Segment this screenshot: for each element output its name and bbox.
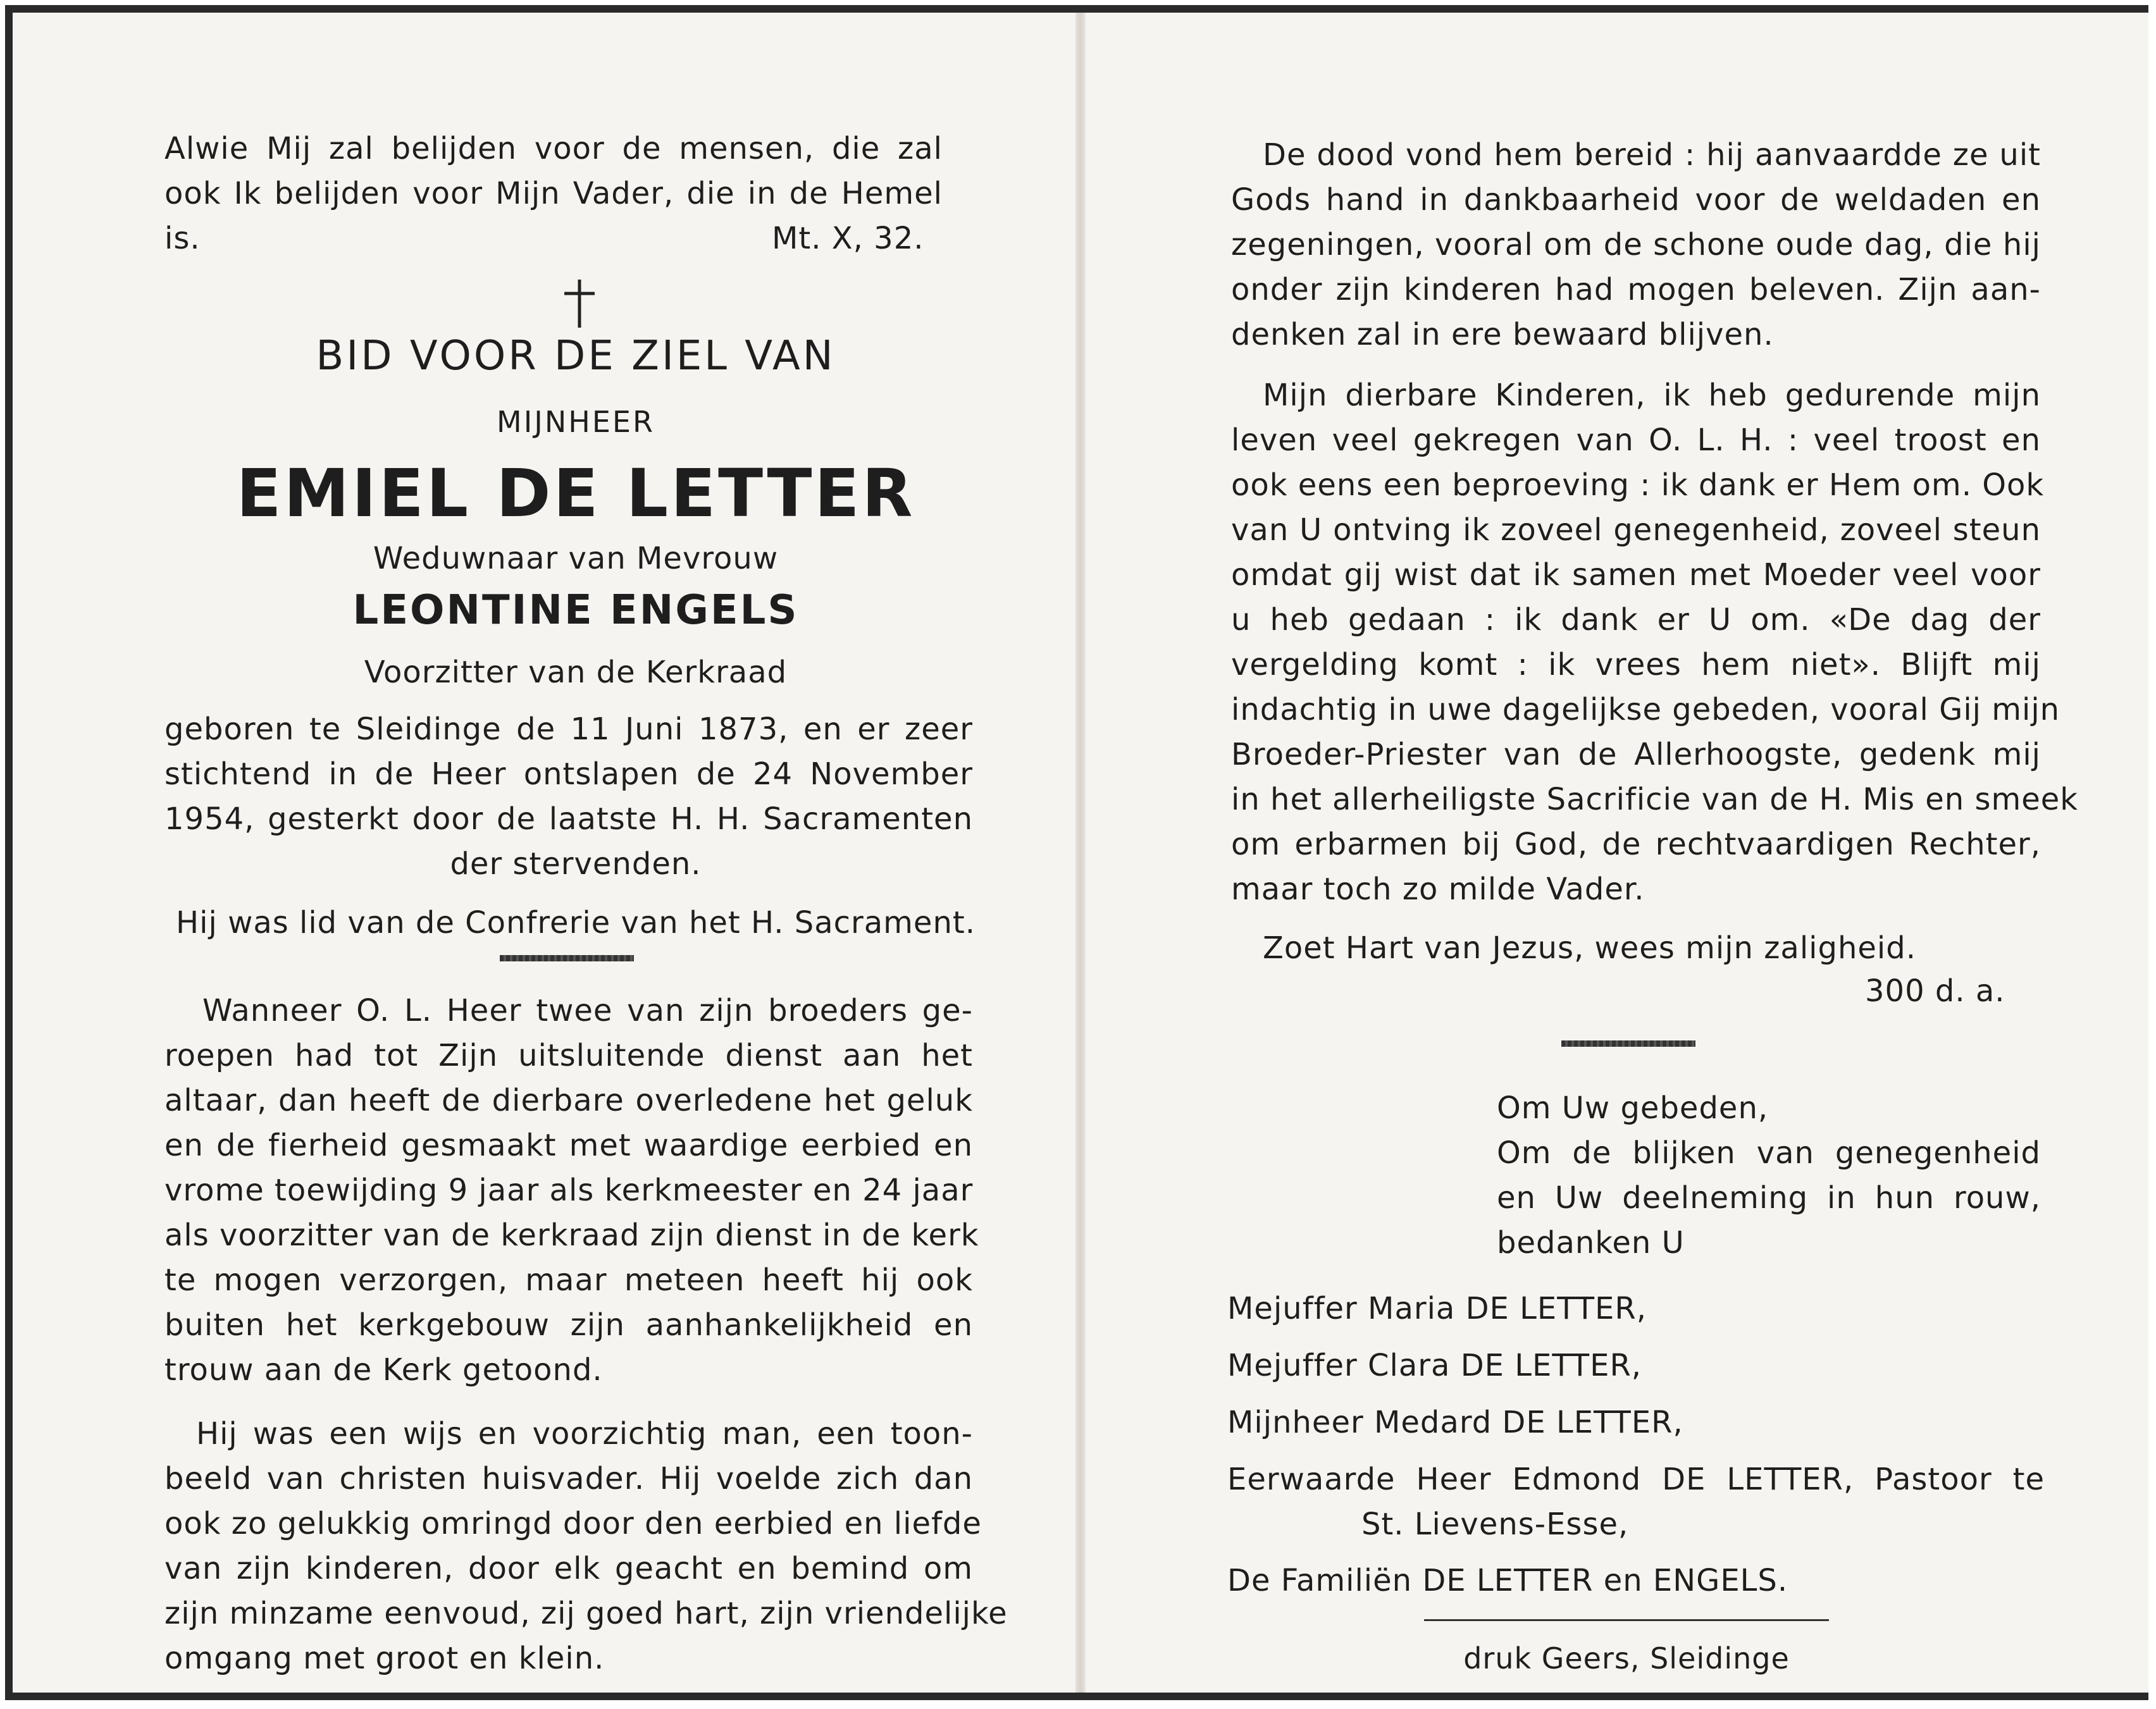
honorific: MIJNHEER [497, 405, 655, 439]
family-member: De Familiën DE LETTER en ENGELS. [1227, 1563, 1788, 1598]
indulgence: 300 d. a. [1865, 973, 2005, 1009]
thanks-line: Om Uw gebeden, [1497, 1090, 1769, 1126]
birth-line: stichtend in de Heer ontslapen de 24 November [164, 756, 973, 792]
card-fold [1075, 13, 1086, 1693]
paragraph-line: Broeder-Priester van de Allerhoogste, gedenk mij [1231, 737, 2041, 772]
printer: druk Geers, Sleidinge [1463, 1641, 1790, 1675]
quote-line: is. [164, 221, 201, 256]
divider [1424, 1619, 1829, 1621]
left-panel [13, 13, 1075, 1693]
thanks-line: en Uw deelneming in hun rouw, [1497, 1180, 2041, 1216]
divider [500, 955, 634, 961]
paragraph-line: denken zal in ere bewaard blijven. [1231, 317, 1774, 352]
paragraph-line: en de fierheid gesmaakt met waardige eerbied en [164, 1128, 973, 1163]
divider [1561, 1040, 1695, 1047]
paragraph-line: u heb gedaan : ik dank er U om. «De dag der [1231, 602, 2041, 638]
thanks-block [1497, 1131, 2041, 1221]
birth-line: geboren te Sleidinge de 11 Juni 1873, en er zeer [164, 712, 973, 747]
paragraph-line: roepen had tot Zijn uitsluitende dienst aan het [164, 1038, 973, 1073]
quote-reference: Mt. X, 32. [772, 221, 924, 256]
paragraph-line: van zijn kinderen, door elk geacht en bemind om [164, 1551, 973, 1586]
cross-icon [555, 278, 604, 329]
paragraph-line: Hij was een wijs en voorzichtig man, een toon- [196, 1416, 973, 1452]
spouse-name: LEONTINE ENGELS [352, 587, 799, 634]
paragraph-line: Mijn dierbare Kinderen, ik heb gedurende mijn [1263, 378, 2041, 413]
paragraph-line: indachtig in uwe dagelijkse gebeden, vooral Gij mijn [1231, 692, 2060, 727]
family-member-continuation: St. Lievens-Esse, [1361, 1507, 1629, 1542]
paragraph-line: omgang met groot en klein. [164, 1641, 605, 1676]
thanks-line: bedanken U [1497, 1225, 1685, 1261]
birth-line: 1954, gesterkt door de laatste H. H. Sacramenten [164, 801, 973, 837]
paragraph-right-2 [1231, 373, 2079, 912]
family-member: Mijnheer Medard DE LETTER, [1227, 1405, 1683, 1440]
memorial-card [5, 5, 2148, 1700]
paragraph-line: als voorzitter van de kerkraad zijn dienst in de kerk [164, 1218, 979, 1253]
paragraph-right-1 [1231, 133, 2041, 357]
paragraph-left-1 [164, 989, 979, 1393]
thanks-line: Om de blijken van genegenheid [1497, 1135, 2041, 1171]
quote-line: Alwie Mij zal belijden voor de mensen, die zal [164, 131, 943, 166]
paragraph-line: vrome toewijding 9 jaar als kerkmeester en 24 jaar [164, 1173, 974, 1208]
paragraph-line: in het allerheiligste Sacrificie van de H. Mis en smeek [1231, 782, 2079, 817]
role: Voorzitter van de Kerkraad [364, 655, 788, 690]
heading: BID VOOR DE ZIEL VAN [316, 333, 836, 379]
family-member-block [1227, 1457, 2045, 1502]
paragraph-line: zegeningen, vooral om de schone oude dag, die hij [1231, 227, 2041, 262]
paragraph-line: De dood vond hem bereid : hij aanvaardde ze uit [1263, 137, 2041, 173]
prayer: Zoet Hart van Jezus, wees mijn zaligheid. [1263, 930, 1916, 966]
paragraph-line: beeld van christen huisvader. Hij voelde zich dan [164, 1461, 973, 1496]
right-panel [1086, 13, 2148, 1693]
paragraph-line: zijn minzame eenvoud, zij goed hart, zijn vriendelijke [164, 1596, 1008, 1631]
paragraph-line: trouw aan de Kerk getoond. [164, 1352, 603, 1388]
birth-line: der stervenden. [450, 846, 702, 882]
quote-line: ook Ik belijden voor Mijn Vader, die in de Hemel [164, 176, 943, 211]
paragraph-line: omdat gij wist dat ik samen met Moeder veel voor [1231, 557, 2041, 593]
bible-quote [164, 126, 943, 216]
paragraph-line: maar toch zo milde Vader. [1231, 872, 1645, 907]
paragraph-line: altaar, dan heeft de dierbare overledene het geluk [164, 1083, 973, 1118]
paragraph-line: te mogen verzorgen, maar meteen heeft hij ook [164, 1262, 973, 1298]
paragraph-left-2 [164, 1412, 1008, 1681]
paragraph-line: Wanneer O. L. Heer twee van zijn broeders ge- [202, 993, 973, 1028]
family-member: Mejuffer Clara DE LETTER, [1227, 1348, 1642, 1383]
widower-of: Weduwnaar van Mevrouw [373, 541, 779, 576]
paragraph-line: ook zo gelukkig omringd door den eerbied en liefde [164, 1506, 982, 1541]
paragraph-line: onder zijn kinderen had mogen beleven. Zijn aan- [1231, 272, 2041, 307]
family-member: Mejuffer Maria DE LETTER, [1227, 1291, 1647, 1326]
paragraph-line: ook eens een beproeving : ik dank er Hem om. Ook [1231, 467, 2045, 503]
paragraph-line: buiten het kerkgebouw zijn aanhankelijkheid en [164, 1307, 973, 1343]
paragraph-line: van U ontving ik zoveel genegenheid, zoveel steun [1231, 512, 2041, 548]
membership: Hij was lid van de Confrerie van het H. Sacrament. [176, 905, 976, 941]
deceased-name: EMIEL DE LETTER [236, 455, 915, 532]
family-member: Eerwaarde Heer Edmond DE LETTER, Pastoor te [1227, 1462, 2045, 1497]
paragraph-line: vergelding komt : ik vrees hem niet». Blijft mij [1231, 647, 2041, 682]
paragraph-line: om erbarmen bij God, de rechtvaardigen Rechter, [1231, 827, 2041, 862]
paragraph-line: leven veel gekregen van O. L. H. : veel troost en [1231, 423, 2041, 458]
birth-death-info [164, 707, 973, 842]
paragraph-line: Gods hand in dankbaarheid voor de weldaden en [1231, 182, 2041, 218]
